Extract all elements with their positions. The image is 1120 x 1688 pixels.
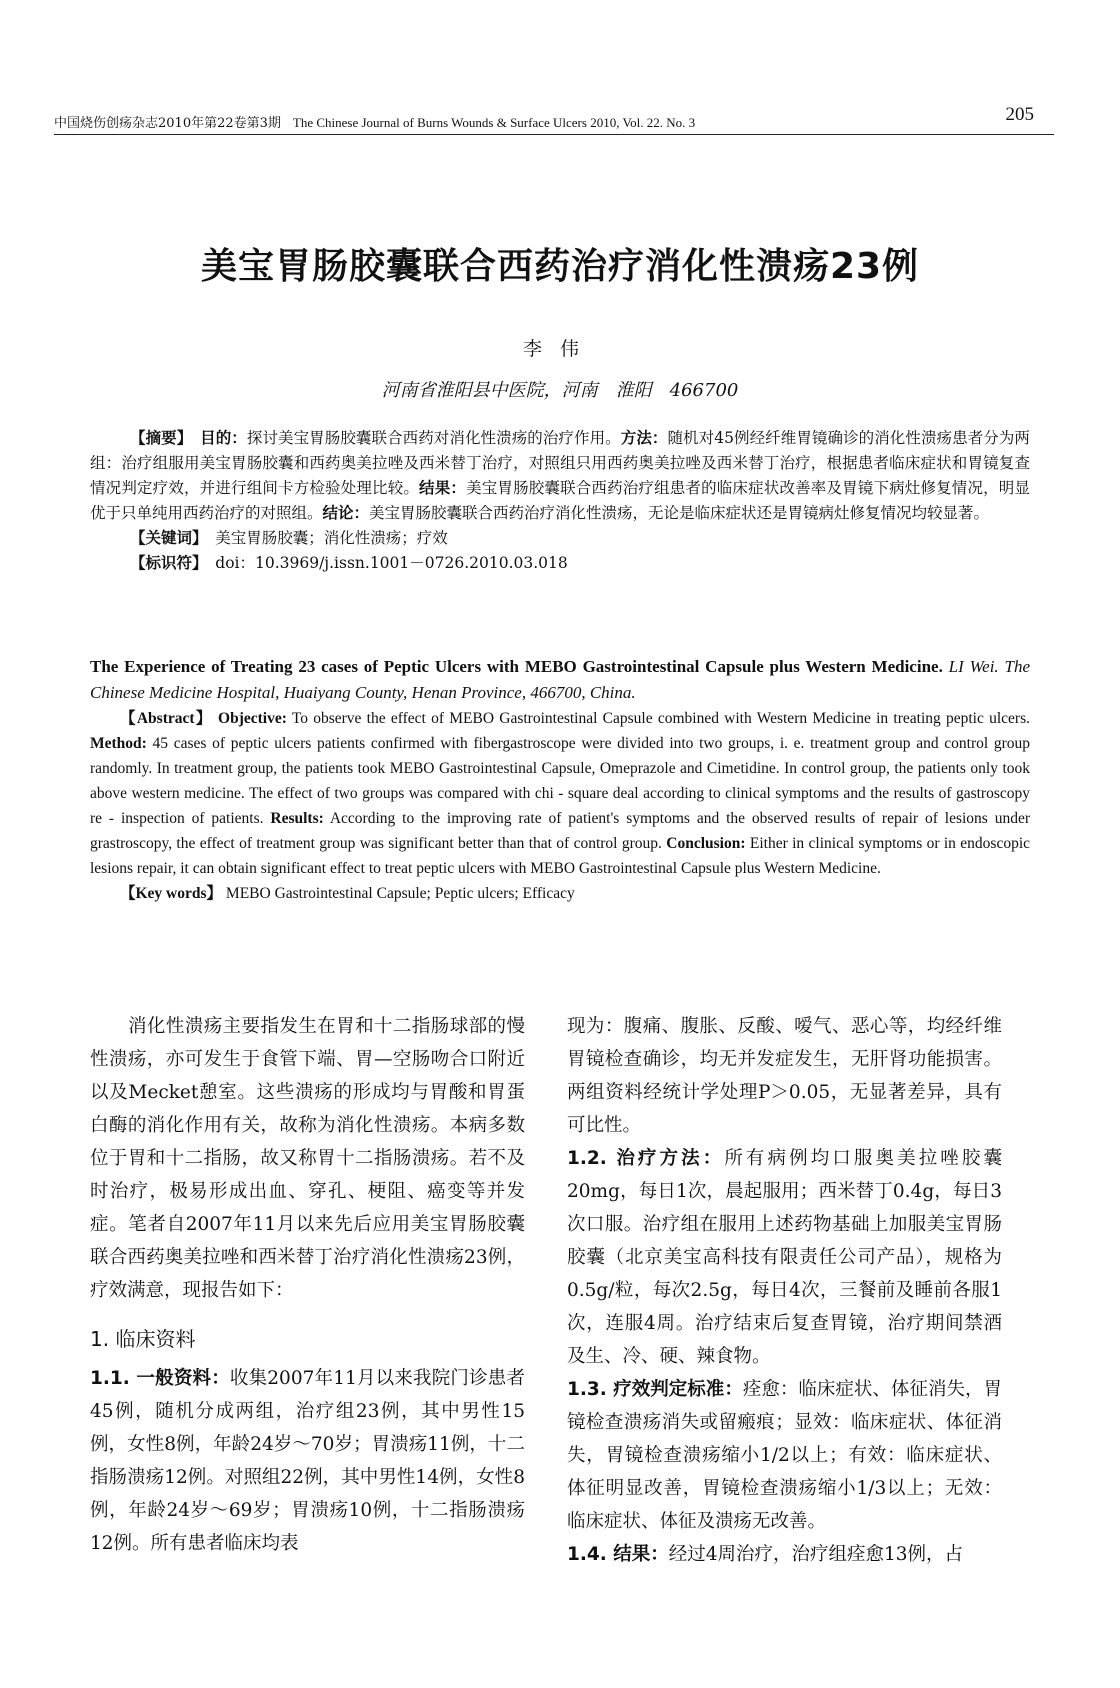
objective-label: 目的： [200,429,247,447]
page-number: 205 [1005,104,1034,125]
result-label: 结果： [419,479,467,497]
section-1-1 [90,1362,525,1560]
en-objective-label: Objective: [218,710,287,727]
keywords-text: 美宝胃肠胶囊；消化性溃疡；疗效 [215,529,448,547]
section-1-1-continued: 现为：腹痛、腹胀、反酸、嗳气、恶心等，均经纤维胃镜检查确诊，均无并发症发生，无肝肾功能损害。两组资料经统计学处理P＞0.05，无显著差异，具有可比性。 [567,1016,1002,1136]
journal-en: The Chinese Journal of Burns Wounds & Surface Ulcers 2010, Vol. 22. No. 3 [292,115,696,130]
en-conclusion-label: Conclusion: [666,835,746,852]
english-authors: LI Wei. The Chinese Medicine Hospital, Huaiyang County, Henan Province, 466700, China. [90,657,1030,702]
section-1-3-label: 1.3. 疗效判定标准： [567,1379,743,1400]
section-1-4 [567,1538,1002,1571]
en-method-label: Method: [90,735,147,752]
section-1-1-label: 1.1. 一般资料： [90,1368,230,1389]
abstract-chinese [90,426,1030,576]
en-objective-text: To observe the effect of MEBO Gastrointestinal Capsule combined with Western Medicine in treating peptic ulcers. [291,710,1030,727]
en-conclusion-text: Either in clinical symptoms or in endoscopic lesions repair, it can obtain significant effect to treat peptic ulcers with MEBO Gastrointestinal Capsule plus Western Medicine. [90,835,1031,877]
method-text: 随机对45例经纤维胃镜确诊的消化性溃疡患者分为两组：治疗组服用美宝胃肠胶囊和西药奥美拉唑及西米替丁治疗，对照组只用西药奥美拉唑及西米替丁治疗，根据患者临床症状和胃镜复查情况判定疗效，并进行组间卡方检验处理比较。 [90,429,1030,497]
journal-cn: 中国烧伤创疡杂志2010年第22卷第3期 [54,116,281,131]
identifier-cn [90,551,1030,576]
section-1-3 [567,1373,1002,1538]
conclusion-text: 美宝胃肠胶囊联合西药治疗消化性溃疡，无论是临床症状还是胃镜病灶修复情况均较显著。 [369,504,990,522]
en-results-text: According to the improving rate of patient's symptoms and the observed results of repair of lesions under grastroscopy, the effect of treatment group was significant better than that of control group. [90,810,1031,852]
en-keywords-text: MEBO Gastrointestinal Capsule; Peptic ulcers; Efficacy [225,885,575,902]
objective-text: 探讨美宝胃肠胶囊联合西药对消化性溃疡的治疗作用。 [246,429,621,447]
section-1-2-text: 所有病例均口服奥美拉唑胶囊20mg，每日1次，晨起服用；西米替丁0.4g，每日3次口服。治疗组在服用上述药物基础上加服美宝胃肠胶囊（北京美宝高科技有限责任公司产品），规格为0.5g/粒，每次2.5g，每日4次，三餐前及睡前各服1次，连服4周。治疗结束后复查胃镜，治疗期间禁酒及生、冷、硬、辣食物。 [567,1148,1002,1367]
journal-citation [54,114,695,133]
running-header [54,104,1054,135]
result-text: 美宝胃肠胶囊联合西药治疗组患者的临床症状改善率及胃镜下病灶修复情况，明显优于只单纯用西药治疗的对照组。 [90,479,1030,522]
keywords-cn [90,526,1030,551]
en-keywords-label: 【Key words】 [120,885,223,902]
section-1-1-text: 收集2007年11月以来我院门诊患者45例，随机分成两组，治疗组23例，其中男性15例，女性8例，年龄24岁～70岁；胃溃疡11例，十二指肠溃疡12例。对照组22例，其中男性14例，女性8例，年龄24岁～69岁；胃溃疡10例，十二指肠溃疡12例。所有患者临床均表 [90,1368,525,1554]
section-1-2 [567,1142,1002,1373]
en-method-text: 45 cases of peptic ulcers patients confirmed with fibergastroscope were divided into two groups, i. e. treatment group and control group randomly. In treatment group, the patients took MEBO Gastrointestinal Capsule, Omeprazole and Cimetidine. In control group, the patients only took above western medicine. The effect of two groups was compared with chi - square deal according to clinical symptoms and the results of gastroscopy re - inspection of patients. [90,735,1031,827]
english-keywords [90,881,1030,906]
section-1-2-label: 1.2. 治疗方法： [567,1148,725,1169]
section-1-4-text: 经过4周治疗，治疗组痊愈13例，占 [668,1544,964,1565]
article-title: 美宝胃肠胶囊联合西药治疗消化性溃疡23例 [200,246,920,287]
conclusion-label: 结论： [322,504,370,522]
abstract-english [90,654,1030,906]
keywords-label: 【关键词】 [130,529,200,547]
body-column-right [567,1010,1002,1571]
doi-text: doi：10.3969/j.issn.1001－0726.2010.03.018 [215,554,568,572]
identifier-label: 【标识符】 [130,554,200,572]
section-heading-clinical-data: 1. 临床资料 [90,1327,196,1351]
section-1-3-text: 痊愈：临床症状、体征消失，胃镜检查溃疡消失或留瘢痕；显效：临床症状、体征消失，胃镜检查溃疡缩小1/2以上；有效：临床症状、体征明显改善，胃镜检查溃疡缩小1/3以上；无效：临床症状、体征及溃疡无改善。 [567,1379,1002,1532]
english-title-text: The Experience of Treating 23 cases of Peptic Ulcers with MEBO Gastrointestinal Capsule plus Western Medicine. [90,657,943,676]
en-abstract-label: 【Abstract】 [120,710,213,727]
abstract-label: 【摘要】 [130,429,185,447]
intro-paragraph: 消化性溃疡主要指发生在胃和十二指肠球部的慢性溃疡，亦可发生于食管下端、胃—空肠吻合口附近以及Mecket憩室。这些溃疡的形成均与胃酸和胃蛋白酶的消化作用有关，故称为消化性溃疡。本病多数位于胃和十二指肠，故又称胃十二指肠溃疡。若不及时治疗，极易形成出血、穿孔、梗阻、癌变等并发症。笔者自2007年11月以来先后应用美宝胃肠胶囊联合西药奥美拉唑和西米替丁治疗消化性溃疡23例，疗效满意，现报告如下： [90,1016,525,1301]
body-column-left [90,1010,525,1560]
english-title [90,654,1030,706]
en-results-label: Results: [270,810,324,827]
abstract-cn-paragraph [90,426,1030,526]
section-1-4-label: 1.4. 结果： [567,1544,669,1565]
english-abstract-paragraph [90,706,1030,881]
author: 李伟 [522,338,597,360]
affiliation: 河南省淮阳县中医院，河南 淮阳 466700 [381,380,739,401]
method-label: 方法： [620,429,668,447]
